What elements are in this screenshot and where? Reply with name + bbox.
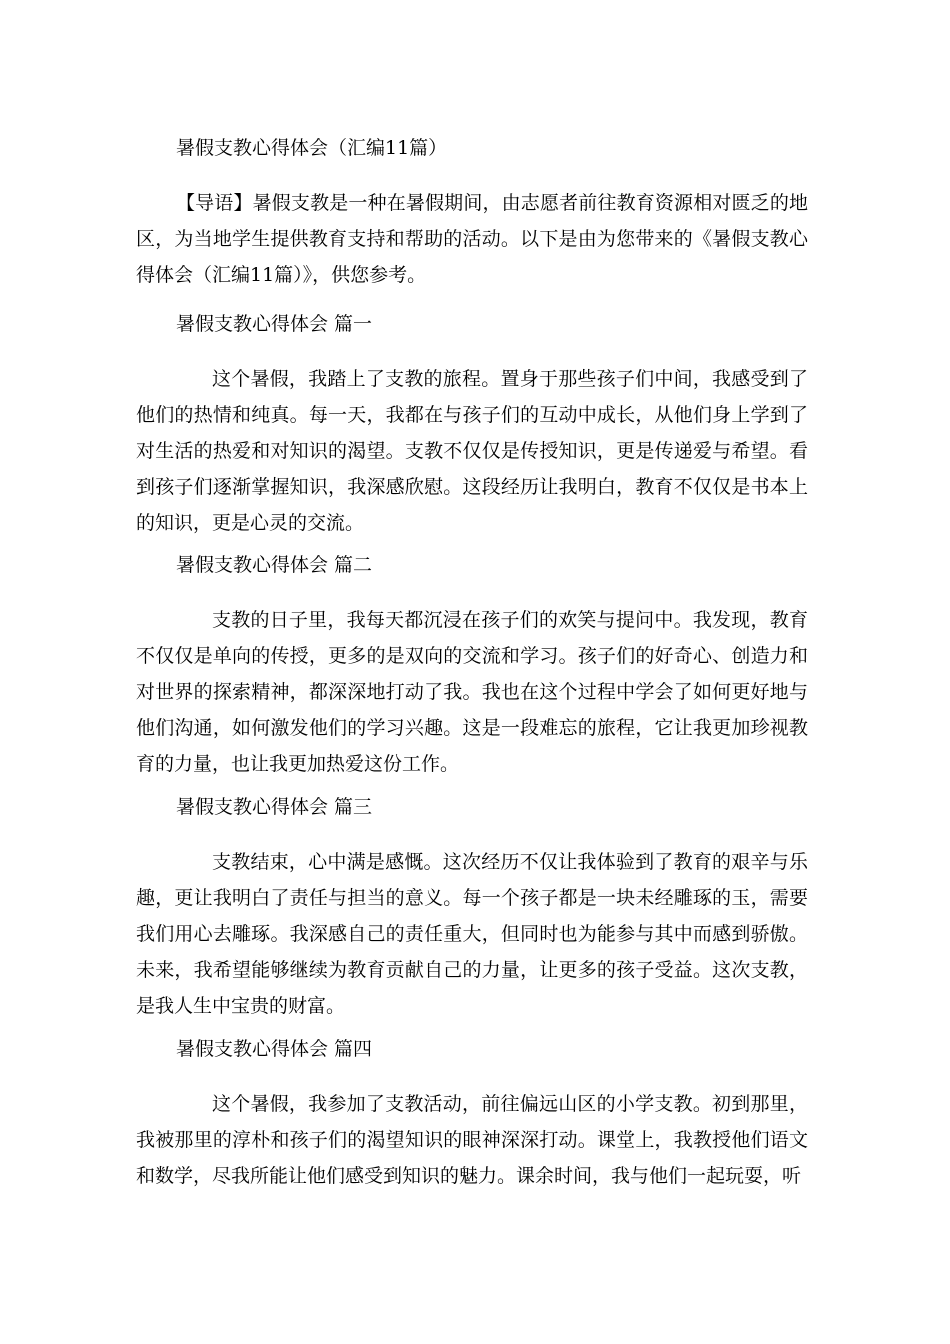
section-heading-2: 暑假支教心得体会 篇二	[176, 554, 373, 576]
document-title: 暑假支教心得体会（汇编11篇）	[176, 137, 448, 159]
section-body-4: 这个暑假，我参加了支教活动，前往偏远山区的小学支教。初到那里，我被那里的淳朴和孩子们的渴望知识的眼神深深打动。课堂上，我教授他们语文和数学，尽我所能让他们感受到知识的魅力。课余时间，我与他们一起玩耍，听	[136, 1093, 808, 1187]
section-body-3: 支教结束，心中满是感慨。这次经历不仅让我体验到了教育的艰辛与乐趣，更让我明白了责任与担当的意义。每一个孩子都是一块未经雕琢的玉，需要我们用心去雕琢。我深感自己的责任重大，但同时也为能参与其中而感到骄傲。未来，我希望能够继续为教育贡献自己的力量，让更多的孩子受益。这次支教，是我人生中宝贵的财富。	[136, 851, 808, 1017]
section-heading-1: 暑假支教心得体会 篇一	[176, 313, 373, 335]
section-heading-4: 暑假支教心得体会 篇四	[176, 1038, 373, 1060]
section-heading-3: 暑假支教心得体会 篇三	[176, 796, 373, 818]
intro-paragraph: 【导语】暑假支教是一种在暑假期间，由志愿者前往教育资源相对匮乏的地区，为当地学生提供教育支持和帮助的活动。以下是由为您带来的《暑假支教心得体会（汇编11篇）》，供您参考。	[136, 192, 808, 286]
section-body-2: 支教的日子里，我每天都沉浸在孩子们的欢笑与提问中。我发现，教育不仅仅是单向的传授，更多的是双向的交流和学习。孩子们的好奇心、创造力和对世界的探索精神，都深深地打动了我。我也在这个过程中学会了如何更好地与他们沟通，如何激发他们的学习兴趣。这是一段难忘的旅程，它让我更加珍视教育的力量，也让我更加热爱这份工作。	[136, 609, 808, 775]
section-body-1: 这个暑假，我踏上了支教的旅程。置身于那些孩子们中间，我感受到了他们的热情和纯真。每一天，我都在与孩子们的互动中成长，从他们身上学到了对生活的热爱和对知识的渴望。支教不仅仅是传授知识，更是传递爱与希望。看到孩子们逐渐掌握知识，我深感欣慰。这段经历让我明白，教育不仅仅是书本上的知识，更是心灵的交流。	[136, 368, 808, 534]
